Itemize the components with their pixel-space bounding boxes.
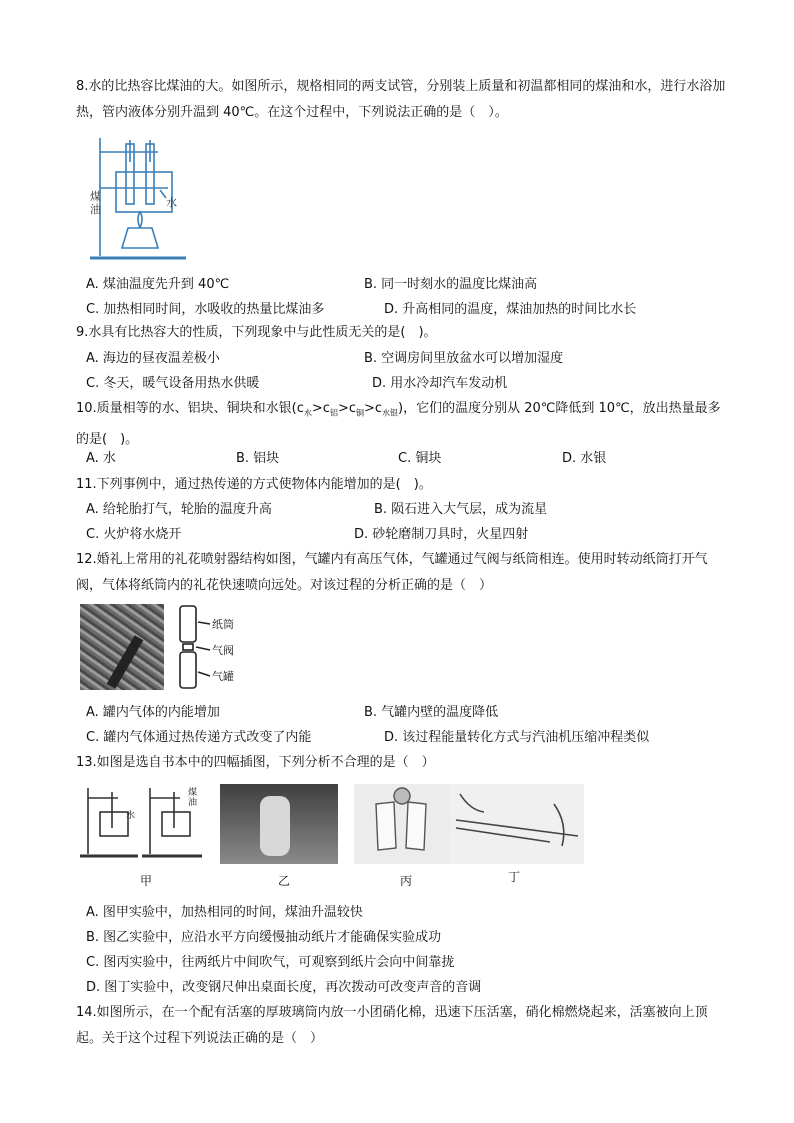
q10-sub-mercury: 水银	[382, 408, 399, 418]
question-8-options	[86, 272, 726, 322]
q13-jia-oil-label: 煤油	[188, 788, 198, 808]
question-13-options	[86, 900, 726, 1000]
q11-option-b: B. 陨石进入大气层，成为流星	[374, 502, 548, 517]
q10-sub-aluminum: 铝	[329, 408, 338, 418]
q9-option-d: D. 用水冷却汽车发动机	[372, 376, 508, 391]
q10-stem-part-b: )，它们的温度分别从 20℃降低到 10℃，放出热量最多的是( )。	[76, 401, 721, 447]
q8-option-c: C. 加热相同时间，水吸收的热量比煤油多	[86, 302, 325, 317]
q13-label-ding: 丁	[508, 870, 521, 884]
q8-option-b: B. 同一时刻水的温度比煤油高	[364, 277, 538, 292]
question-8-stem: 8.水的比热容比煤油的大。如图所示，规格相同的两支试管，分别装上质量和初温都相同的煤油和水，进行水浴加热，管内液体分别升温到 40℃。在这个过程中，下列说法正确的是（ ）。	[76, 79, 726, 120]
q10-option-c: C. 铜块	[398, 451, 442, 466]
question-9-options	[86, 346, 726, 396]
q10-compare-1: >c	[311, 401, 330, 416]
question-9-stem: 9.水具有比热容大的性质，下列现象中与此性质无关的是( )。	[76, 325, 437, 340]
q8-option-d: D. 升高相同的温度，煤油加热的时间比水长	[384, 302, 637, 317]
question-14-stem: 14.如图所示，在一个配有活塞的厚玻璃筒内放一小团硝化棉，迅速下压活塞，硝化棉燃烧起来，活塞被向上顶起。关于这个过程下列说法正确的是（ ）	[76, 1005, 708, 1046]
q8-oil-label: 煤油	[90, 190, 101, 216]
q12-fireworks-photo	[80, 604, 164, 690]
question-12-options	[86, 700, 726, 750]
q13-yi-person	[260, 796, 290, 856]
q10-option-d: D. 水银	[562, 451, 607, 466]
q11-option-c: C. 火炉将水烧开	[86, 527, 182, 542]
q10-option-b: B. 铝块	[236, 451, 280, 466]
q12-option-d: D. 该过程能量转化方式与汽油机压缩冲程类似	[384, 730, 650, 745]
q10-sub-water: 水	[303, 408, 312, 418]
q13-four-figures	[78, 784, 588, 892]
q13-bing-drawing	[354, 784, 454, 864]
q8-apparatus-drawing	[86, 132, 196, 264]
q12-option-a: A. 罐内气体的内能增加	[86, 705, 220, 720]
q8-apparatus-figure	[86, 132, 196, 264]
q12-option-c: C. 罐内气体通过热传递方式改变了内能	[86, 730, 312, 745]
q13-jia-water-label: 水	[126, 811, 136, 821]
q13-option-c: C. 图丙实验中，往两纸片中间吹气，可观察到纸片会向中间靠拢	[86, 955, 455, 970]
q13-ding-drawing	[450, 784, 584, 864]
q8-water-label: 水	[166, 196, 177, 209]
q11-option-d: D. 砂轮磨制刀具时，火星四射	[354, 527, 529, 542]
q13-figure-ding	[450, 784, 584, 864]
q10-sub-copper: 铜	[356, 408, 364, 418]
q12-launcher-silhouette	[107, 635, 144, 688]
q13-label-bing: 丙	[400, 874, 413, 888]
q13-option-b: B. 图乙实验中，应沿水平方向缓慢抽动纸片才能确保实验成功	[86, 930, 442, 945]
question-10-stem	[76, 396, 726, 453]
q12-valve-label: 气阀	[212, 644, 234, 657]
q10-compare-2: >c	[337, 401, 356, 416]
question-13-stem: 13.如图是选自书本中的四幅插图，下列分析不合理的是（ ）	[76, 755, 435, 770]
q13-label-jia: 甲	[140, 874, 153, 888]
q11-option-a: A. 给轮胎打气，轮胎的温度升高	[86, 502, 272, 517]
q12-option-b: B. 气罐内壁的温度降低	[364, 705, 499, 720]
q12-tank-label: 气罐	[212, 670, 234, 683]
q12-tube-label: 纸筒	[212, 618, 234, 631]
q8-option-a: A. 煤油温度先升到 40℃	[86, 277, 230, 292]
q13-option-a: A. 图甲实验中，加热相同的时间，煤油升温较快	[86, 905, 363, 920]
q13-figure-jia	[78, 784, 206, 864]
q9-option-c: C. 冬天，暖气设备用热水供暖	[86, 376, 260, 391]
q9-option-a: A. 海边的昼夜温差极小	[86, 351, 220, 366]
question-10-options	[86, 446, 726, 471]
q10-stem-part-a: 10.质量相等的水、铝块、铜块和水银(c	[76, 401, 304, 416]
question-11-stem: 11.下列事例中，通过热传递的方式使物体内能增加的是( )。	[76, 477, 432, 492]
q10-option-a: A. 水	[86, 451, 116, 466]
q13-label-yi: 乙	[278, 874, 291, 888]
q13-option-d: D. 图丁实验中，改变钢尺伸出桌面长度，再次拨动可改变声音的音调	[86, 980, 482, 995]
q12-structure-figure	[176, 604, 256, 690]
q13-figure-bing	[354, 784, 454, 864]
q10-compare-3: >c	[364, 401, 383, 416]
question-12-stem: 12.婚礼上常用的礼花喷射器结构如图，气罐内有高压气体，气罐通过气阀与纸筒相连。使用时转动纸筒打开气阀，气体将纸筒内的礼花快速喷向远处。对该过程的分析正确的是（ ）	[76, 552, 708, 593]
q13-figure-yi-photo	[220, 784, 338, 864]
question-11-options	[86, 497, 726, 547]
q9-option-b: B. 空调房间里放盆水可以增加湿度	[364, 351, 564, 366]
q13-jia-drawing	[78, 784, 206, 864]
